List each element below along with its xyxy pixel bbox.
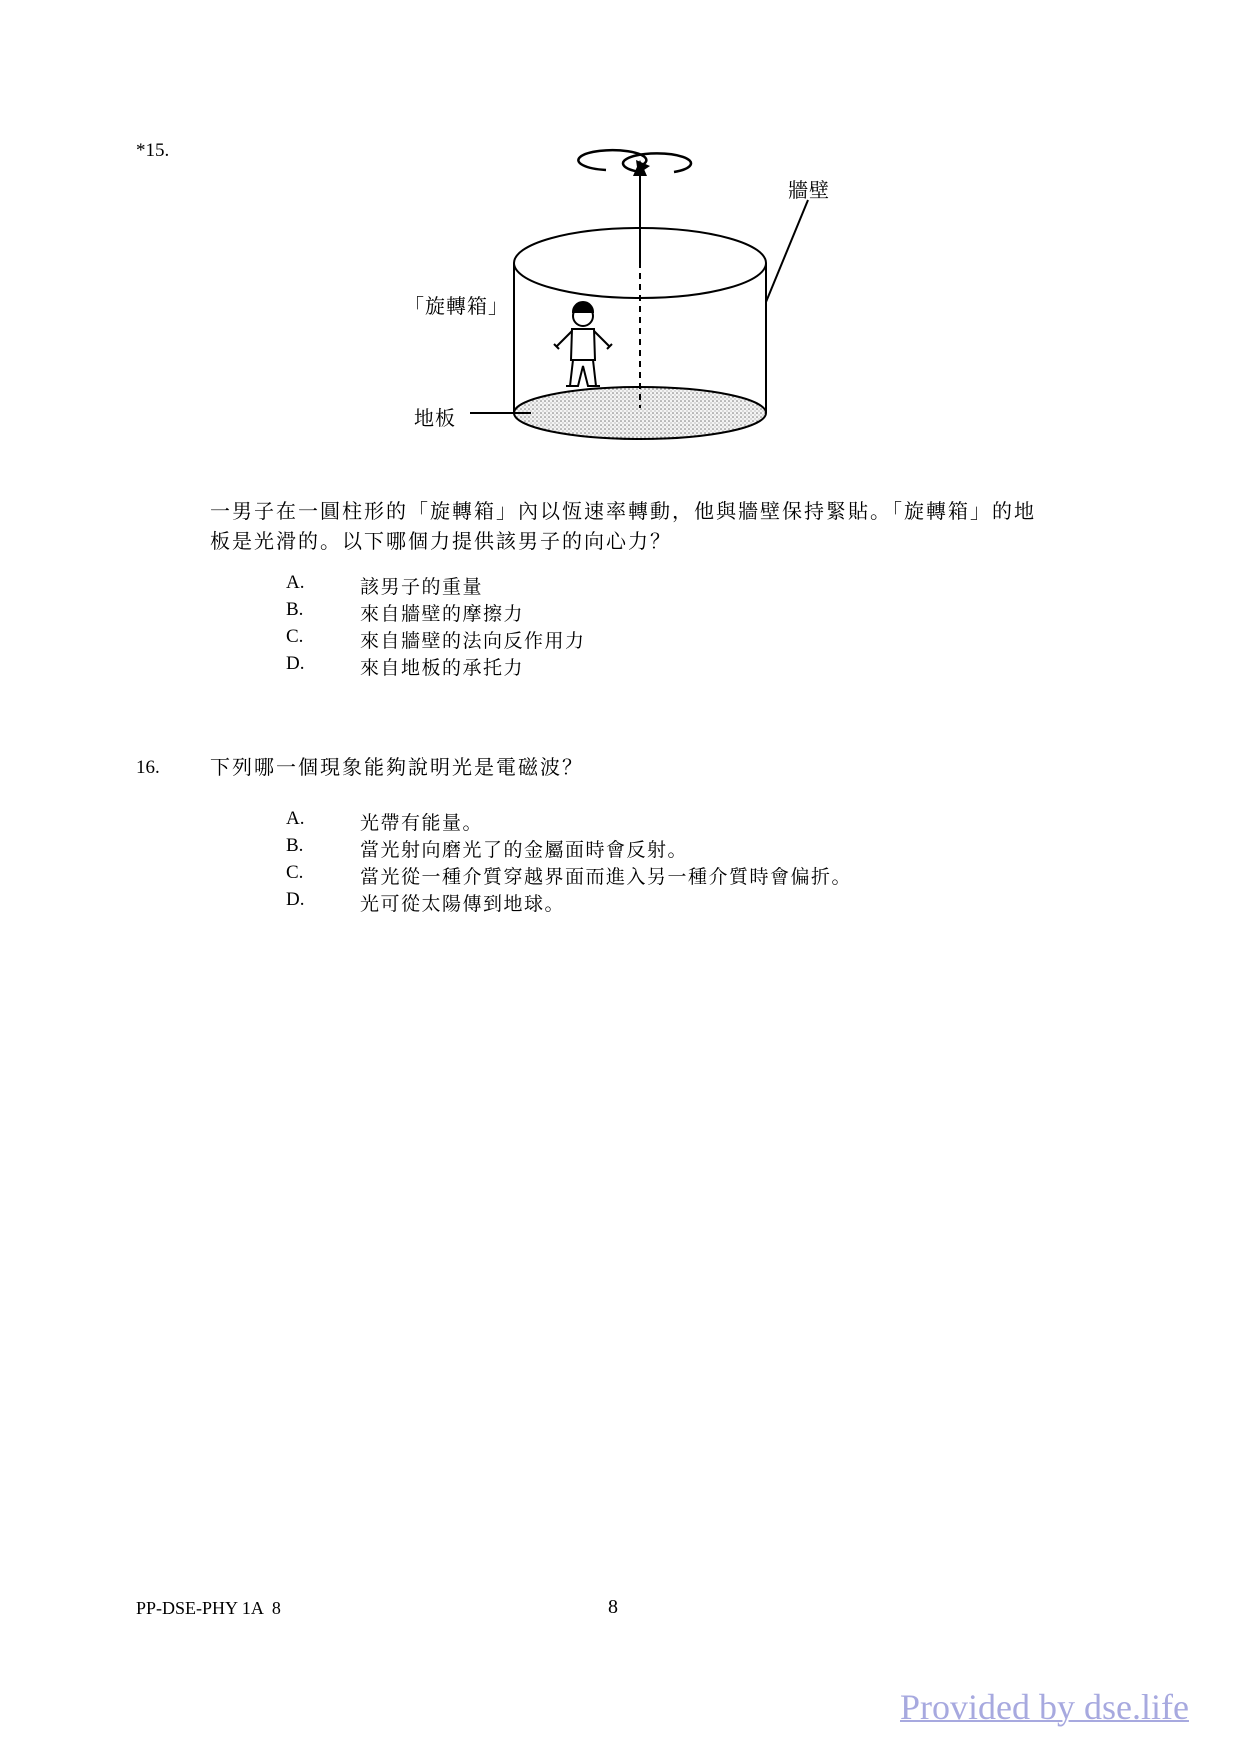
footer-page-number: 8 xyxy=(608,1596,618,1618)
option-letter: D. xyxy=(286,889,305,910)
watermark-link[interactable]: Provided by dse.life xyxy=(900,1687,1189,1727)
option-text: 來自牆壁的摩擦力 xyxy=(360,603,525,625)
question-16-stem: 下列哪一個現象能夠說明光是電磁波？ xyxy=(210,755,584,779)
option-letter: B. xyxy=(286,835,304,856)
option-text: 來自地板的承托力 xyxy=(360,657,525,679)
option-text: 光可從太陽傳到地球。 xyxy=(360,893,566,915)
option-letter: B. xyxy=(286,599,304,620)
question-16-option-b xyxy=(286,835,689,861)
rotor-diagram xyxy=(0,0,1240,460)
question-16-option-d xyxy=(286,889,566,915)
option-text: 光帶有能量。 xyxy=(360,812,484,834)
option-text: 當光射向磨光了的金屬面時會反射。 xyxy=(360,839,689,861)
question-15-number: *15. xyxy=(136,140,170,161)
rotation-arrow-icon xyxy=(578,150,691,184)
option-letter: A. xyxy=(286,808,305,829)
label-wall: 牆壁 xyxy=(788,178,830,202)
option-text: 來自牆壁的法向反作用力 xyxy=(360,630,586,652)
question-15-stem-line-1: 一男子在一圓柱形的「旋轉箱」內以恆速率轉動，他與牆壁保持緊貼。「旋轉箱」的地 xyxy=(210,499,1036,523)
option-text: 當光從一種介質穿越界面而進入另一種介質時會偏折。 xyxy=(360,866,853,888)
option-letter: A. xyxy=(286,572,305,593)
question-15-option-c xyxy=(286,626,586,652)
label-floor: 地板 xyxy=(414,406,456,430)
option-letter: C. xyxy=(286,862,304,883)
wall-leader-line xyxy=(766,200,808,302)
label-rotor-box: 「旋轉箱」 xyxy=(404,294,509,318)
question-15-stem xyxy=(210,496,1130,556)
question-16-number: 16. xyxy=(136,757,160,778)
option-text: 該男子的重量 xyxy=(360,576,484,598)
question-15-option-a xyxy=(286,572,484,598)
option-letter: C. xyxy=(286,626,304,647)
question-16-option-a xyxy=(286,808,484,834)
man-figure-icon xyxy=(554,302,612,386)
question-15-stem-line-2: 板是光滑的。以下哪個力提供該男子的向心力？ xyxy=(210,529,672,553)
question-15-option-b xyxy=(286,599,525,625)
footer-paper-code: PP-DSE-PHY 1A 8 xyxy=(136,1598,281,1618)
question-16-option-c xyxy=(286,862,853,888)
question-15-option-d xyxy=(286,653,525,679)
option-letter: D. xyxy=(286,653,305,674)
